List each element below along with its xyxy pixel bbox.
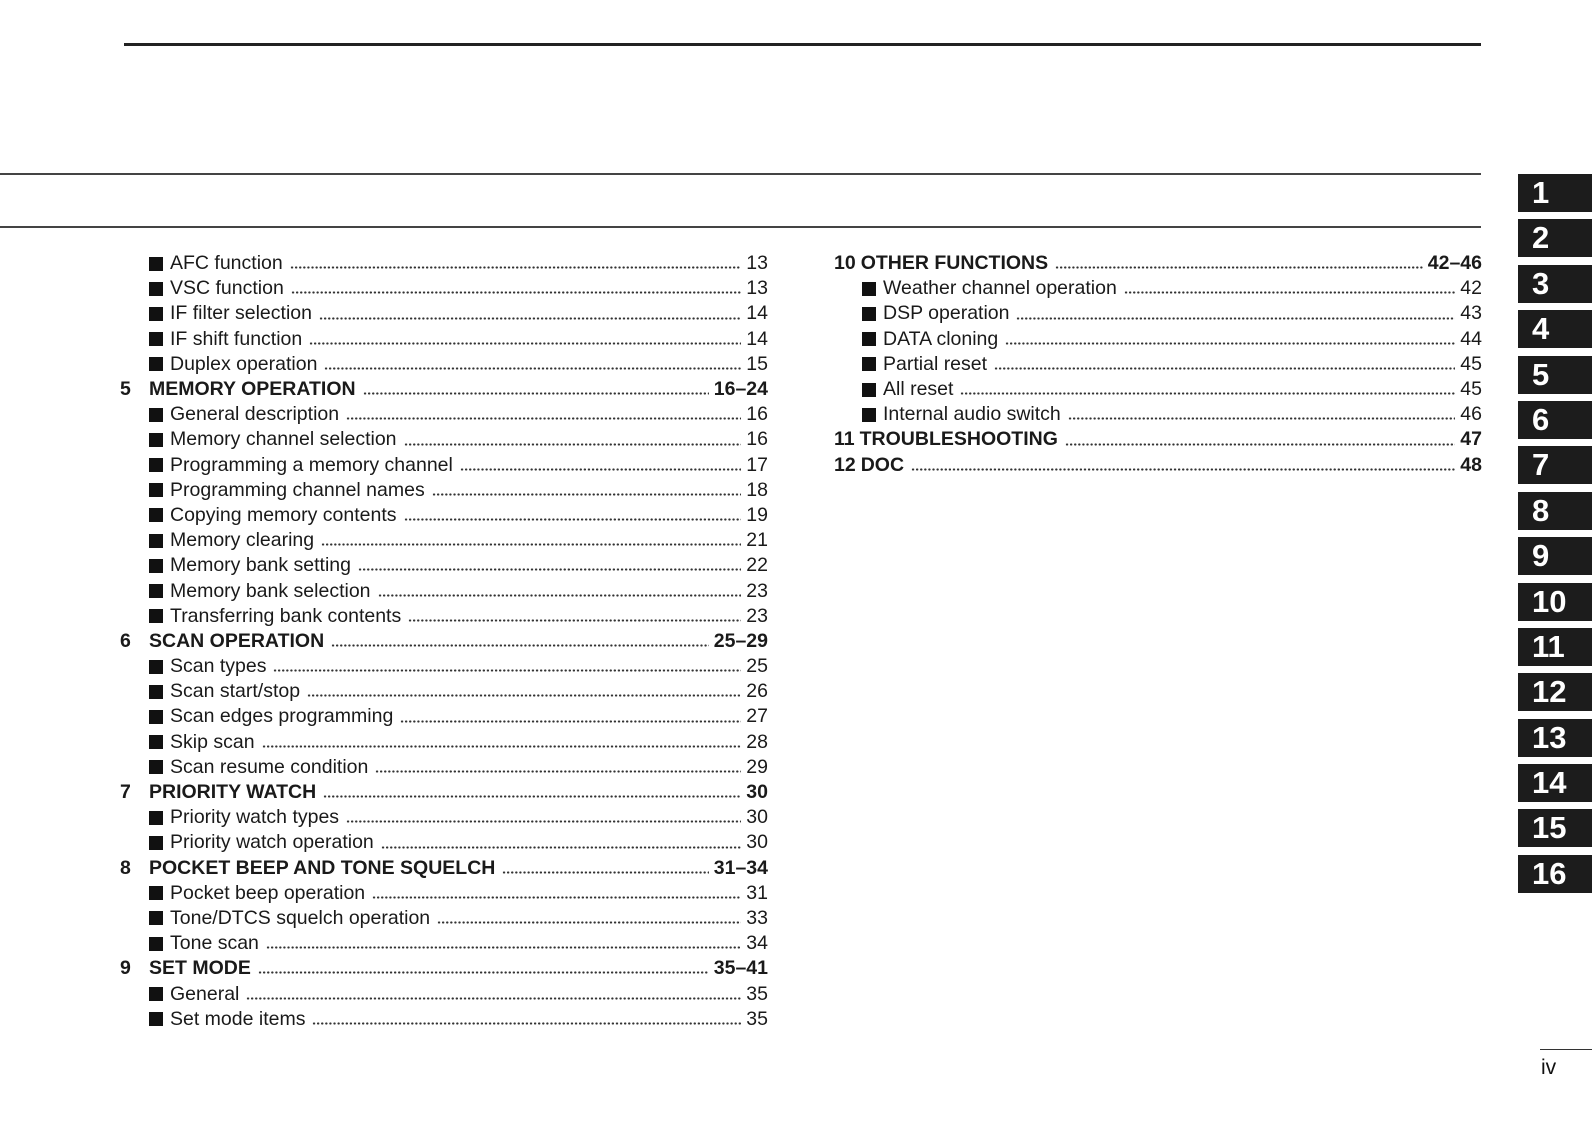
toc-sub-entry[interactable] [120,478,768,503]
entry-label: Pocket beep operation [170,881,366,904]
entry-label: PRIORITY WATCH [149,781,317,804]
chapter-tab-12[interactable]: 12 [1518,673,1592,711]
entry-label: Memory bank selection [170,579,371,602]
dot-leader [309,342,741,345]
entry-page: 34 [746,932,768,955]
dot-leader [911,468,1455,471]
toc-sub-entry[interactable] [120,503,768,528]
toc-section-entry[interactable] [834,453,1482,478]
entry-label: Set mode items [170,1007,306,1030]
square-bullet-icon [149,836,163,850]
square-bullet-icon [862,383,876,397]
square-bullet-icon [149,282,163,296]
toc-section-entry[interactable] [120,856,768,881]
entry-page: 17 [746,453,768,476]
toc-sub-entry[interactable] [120,906,768,931]
entry-page: 35–41 [713,957,768,980]
entry-label: Tone scan [170,932,259,955]
page-number: iv [1541,1056,1557,1079]
entry-page: 45 [1460,352,1482,375]
entry-label: OTHER FUNCTIONS [860,252,1049,275]
toc-sub-entry[interactable] [834,377,1482,402]
toc-sub-entry[interactable] [120,931,768,956]
chapter-tab-16[interactable]: 16 [1518,855,1592,893]
entry-page: 48 [1460,453,1482,476]
dot-leader [400,720,741,723]
dot-leader [378,594,742,597]
dot-leader [404,443,742,446]
entry-page: 47 [1460,428,1482,451]
entry-page: 25–29 [713,629,768,652]
entry-page: 42–46 [1427,252,1482,275]
section-number: 10 [834,252,856,275]
toc-sub-entry[interactable] [120,578,768,603]
section-number: 11 [834,428,855,451]
section-number: 7 [120,781,131,804]
toc-sub-entry[interactable] [120,553,768,578]
dot-leader [312,1022,741,1025]
square-bullet-icon [149,1012,163,1026]
toc-sub-entry[interactable] [120,427,768,452]
toc-section-entry[interactable] [834,427,1482,452]
toc-sub-entry[interactable] [834,301,1482,326]
entry-label: Memory clearing [170,529,315,552]
square-bullet-icon [862,307,876,321]
entry-page: 42 [1460,277,1482,300]
entry-page: 30 [746,806,768,829]
square-bullet-icon [149,508,163,522]
header-rule [124,43,1481,46]
square-bullet-icon [149,685,163,699]
entry-label: Internal audio switch [883,403,1061,426]
toc-section-entry[interactable] [120,780,768,805]
page-number-rule [1540,1049,1592,1050]
entry-label: POCKET BEEP AND TONE SQUELCH [149,856,496,879]
square-bullet-icon [862,332,876,346]
dot-leader [404,518,742,521]
dot-leader [331,644,709,647]
dot-leader [262,745,742,748]
entry-label: DSP operation [883,302,1010,325]
square-bullet-icon [149,357,163,371]
entry-page: 35 [746,1007,768,1030]
toc-sub-entry[interactable] [120,453,768,478]
toc-sub-entry[interactable] [120,805,768,830]
entry-page: 23 [746,604,768,627]
toc-column-right [834,251,1482,478]
entry-page: 46 [1460,403,1482,426]
chapter-tab-13[interactable]: 13 [1518,719,1592,757]
toc-sub-entry[interactable] [834,402,1482,427]
entry-label: All reset [883,378,954,401]
entry-label: MEMORY OPERATION [149,378,356,401]
entry-page: 22 [746,554,768,577]
dot-leader [1065,443,1455,446]
toc-sub-entry[interactable] [120,352,768,377]
entry-label: AFC function [170,252,283,275]
square-bullet-icon [149,408,163,422]
entry-label: Skip scan [170,730,255,753]
toc-sub-entry[interactable] [120,402,768,427]
entry-page: 15 [746,352,768,375]
toc-sub-entry[interactable] [120,276,768,301]
entry-label: DATA cloning [883,327,999,350]
dot-leader [307,694,741,697]
dot-leader [432,493,742,496]
dot-leader [1055,266,1423,269]
entry-label: Memory channel selection [170,428,397,451]
dot-leader [1068,417,1456,420]
entry-page: 45 [1460,378,1482,401]
entry-page: 31 [746,881,768,904]
entry-page: 33 [746,906,768,929]
toc-sub-entry[interactable] [120,830,768,855]
section-number: 8 [120,856,131,879]
square-bullet-icon [149,660,163,674]
entry-page: 16 [746,403,768,426]
chapter-tabs [1518,174,1592,900]
square-bullet-icon [149,332,163,346]
square-bullet-icon [149,987,163,1001]
dot-leader [346,820,741,823]
square-bullet-icon [149,534,163,548]
square-bullet-icon [862,408,876,422]
square-bullet-icon [149,911,163,925]
toc-section-entry[interactable] [834,251,1482,276]
entry-page: 21 [746,529,768,552]
square-bullet-icon [149,433,163,447]
dot-leader [358,568,741,571]
dot-leader [375,770,741,773]
dot-leader [1005,342,1455,345]
dot-leader [437,921,741,924]
toc-sub-entry[interactable] [120,327,768,352]
entry-label: Transferring bank contents [170,604,402,627]
dot-leader [266,946,741,949]
dot-leader [346,417,741,420]
entry-label: Duplex operation [170,352,318,375]
toc-sub-entry[interactable] [120,1007,768,1032]
chapter-tab-15[interactable]: 15 [1518,809,1592,847]
entry-label: Tone/DTCS squelch operation [170,906,431,929]
section-number: 6 [120,629,131,652]
entry-label: Partial reset [883,352,988,375]
entry-page: 44 [1460,327,1482,350]
dot-leader [319,317,741,320]
section-rule-upper [0,173,1481,175]
chapter-tab-7[interactable]: 7 [1518,446,1592,484]
chapter-tab-9[interactable]: 9 [1518,537,1592,575]
entry-page: 18 [746,478,768,501]
entry-page: 13 [746,252,768,275]
entry-label: Programming a memory channel [170,453,453,476]
entry-page: 16–24 [713,378,768,401]
entry-label: Scan start/stop [170,680,301,703]
toc-sub-entry[interactable] [120,604,768,629]
square-bullet-icon [149,483,163,497]
dot-leader [290,266,742,269]
toc-section-entry[interactable] [120,956,768,981]
toc-sub-entry[interactable] [120,981,768,1006]
toc-sub-entry[interactable] [834,276,1482,301]
chapter-tab-6[interactable]: 6 [1518,401,1592,439]
dot-leader [323,795,741,798]
entry-label: General description [170,403,340,426]
square-bullet-icon [149,937,163,951]
square-bullet-icon [149,559,163,573]
chapter-tab-14[interactable]: 14 [1518,764,1592,802]
square-bullet-icon [149,811,163,825]
square-bullet-icon [149,584,163,598]
dot-leader [363,392,709,395]
square-bullet-icon [149,257,163,271]
square-bullet-icon [149,458,163,472]
toc-column-left [120,251,768,1032]
toc-sub-entry[interactable] [120,528,768,553]
square-bullet-icon [149,307,163,321]
entry-page: 29 [746,755,768,778]
entry-label: VSC function [170,277,284,300]
toc-sub-entry[interactable] [120,755,768,780]
square-bullet-icon [149,886,163,900]
square-bullet-icon [149,609,163,623]
dot-leader [460,468,741,471]
square-bullet-icon [149,760,163,774]
square-bullet-icon [149,735,163,749]
entry-label: IF filter selection [170,302,312,325]
dot-leader [994,367,1455,370]
entry-label: Scan types [170,655,267,678]
dot-leader [321,543,741,546]
dot-leader [372,896,741,899]
entry-page: 31–34 [713,856,768,879]
dot-leader [258,971,709,974]
entry-label: IF shift function [170,327,303,350]
entry-page: 23 [746,579,768,602]
dot-leader [502,871,708,874]
toc-sub-entry[interactable] [120,654,768,679]
dot-leader [381,846,742,849]
dot-leader [246,997,741,1000]
toc-sub-entry[interactable] [120,679,768,704]
entry-label: Weather channel operation [883,277,1117,300]
toc-sub-entry[interactable] [120,730,768,755]
chapter-tab-8[interactable]: 8 [1518,492,1592,530]
toc-section-entry[interactable] [120,629,768,654]
dot-leader [1124,291,1455,294]
entry-label: SET MODE [149,957,251,980]
entry-label: Priority watch operation [170,831,374,854]
chapter-tab-1[interactable]: 1 [1518,174,1592,212]
toc-sub-entry[interactable] [834,327,1482,352]
dot-leader [1016,317,1455,320]
square-bullet-icon [862,282,876,296]
square-bullet-icon [862,357,876,371]
entry-label: Priority watch types [170,806,340,829]
chapter-tab-11[interactable]: 11 [1518,628,1592,666]
entry-label: Memory bank setting [170,554,351,577]
toc-sub-entry[interactable] [834,352,1482,377]
entry-page: 28 [746,730,768,753]
entry-page: 26 [746,680,768,703]
dot-leader [960,392,1455,395]
entry-label: Programming channel names [170,478,425,501]
toc-sub-entry[interactable] [120,704,768,729]
entry-page: 30 [746,831,768,854]
dot-leader [291,291,741,294]
entry-page: 16 [746,428,768,451]
toc-sub-entry[interactable] [120,301,768,326]
dot-leader [408,619,741,622]
entry-label: Scan edges programming [170,705,394,728]
entry-page: 13 [746,277,768,300]
toc-section-entry[interactable] [120,377,768,402]
square-bullet-icon [149,710,163,724]
chapter-tab-5[interactable]: 5 [1518,356,1592,394]
section-number: 5 [120,378,131,401]
entry-label: Copying memory contents [170,503,397,526]
dot-leader [273,669,741,672]
entry-label: General [170,982,240,1005]
entry-page: 35 [746,982,768,1005]
entry-page: 27 [746,705,768,728]
entry-page: 30 [746,781,768,804]
entry-label: Scan resume condition [170,755,369,778]
chapter-tab-3[interactable]: 3 [1518,265,1592,303]
dot-leader [324,367,741,370]
entry-page: 14 [746,302,768,325]
section-number: 12 [834,453,856,476]
entry-page: 14 [746,327,768,350]
entry-page: 43 [1460,302,1482,325]
section-rule-lower [0,226,1481,228]
entry-page: 25 [746,655,768,678]
chapter-tab-4[interactable]: 4 [1518,310,1592,348]
entry-label: SCAN OPERATION [149,629,325,652]
chapter-tab-10[interactable]: 10 [1518,583,1592,621]
entry-page: 19 [746,503,768,526]
section-number: 9 [120,957,131,980]
entry-label: DOC [860,453,905,476]
toc-sub-entry[interactable] [120,881,768,906]
chapter-tab-2[interactable]: 2 [1518,219,1592,257]
entry-label: TROUBLESHOOTING [859,428,1058,451]
toc-sub-entry[interactable] [120,251,768,276]
